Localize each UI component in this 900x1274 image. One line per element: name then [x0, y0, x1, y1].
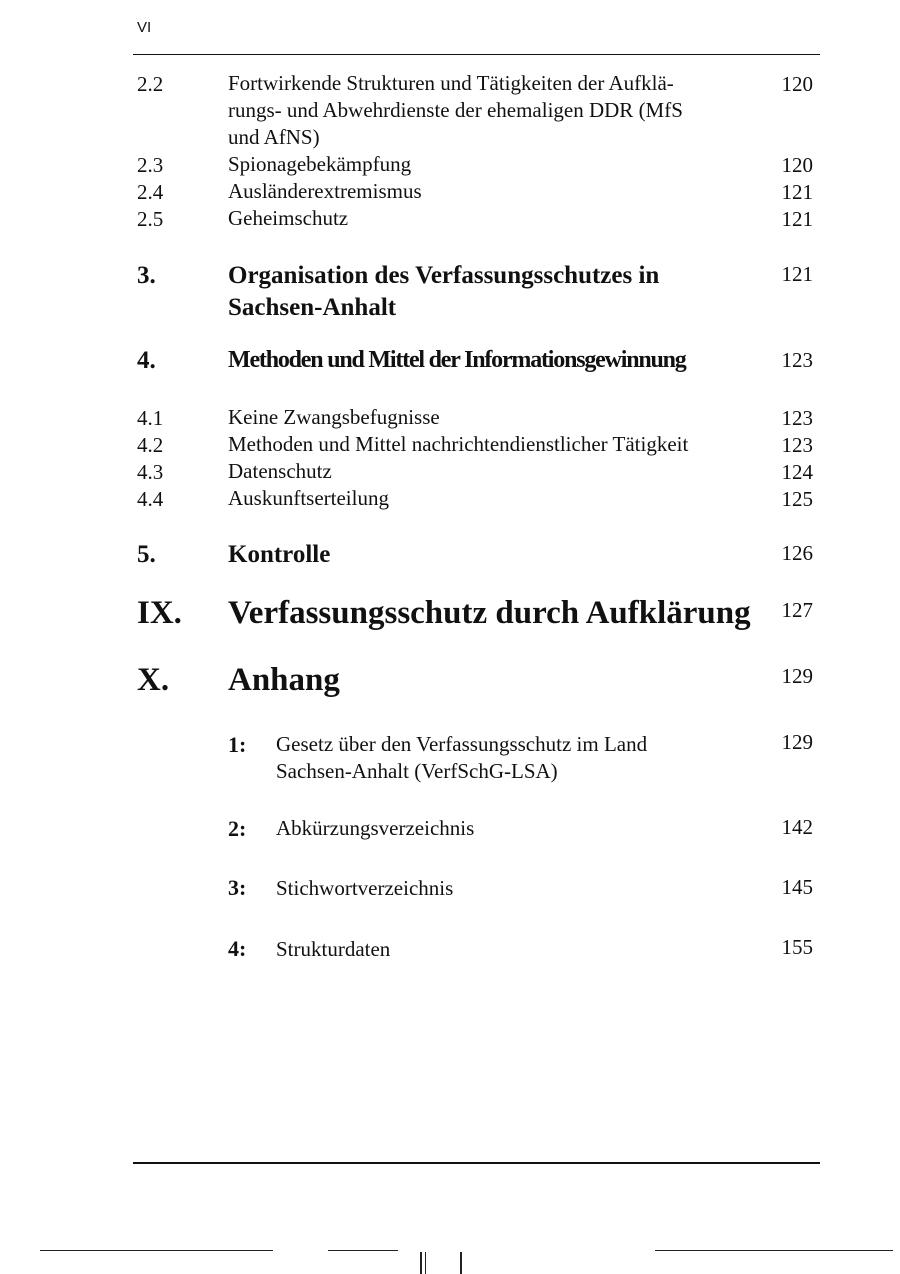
- toc-page-2-5: 121: [781, 207, 813, 231]
- toc-title-4-2: Methoden und Mittel nachrichtendienstlicher Tätigkeit: [228, 432, 689, 456]
- appendix-number-4: 4:: [228, 936, 247, 961]
- appendix-page-1: 129: [781, 730, 813, 754]
- appendix-page-4: 155: [781, 935, 813, 959]
- toc-page-3: 121: [781, 262, 813, 286]
- toc-number-2-4: 2.4: [137, 180, 164, 204]
- toc-number-2-2: 2.2: [137, 72, 164, 96]
- page-number: VI: [137, 19, 152, 36]
- toc-title-2-3: Spionagebekämpfung: [228, 152, 412, 176]
- appendix-title-1-line1: Gesetz über den Verfassungsschutz im Land: [276, 732, 648, 756]
- scan-artifact-bar-3: [460, 1252, 462, 1274]
- toc-number-4: 4.: [137, 347, 156, 374]
- scan-artifact-bar-1: [420, 1252, 422, 1274]
- bottom-rule: [133, 1162, 820, 1164]
- toc-title-4-1: Keine Zwangsbefugnisse: [228, 405, 440, 429]
- appendix-title-1-line2: Sachsen-Anhalt (VerfSchG-LSA): [276, 759, 558, 783]
- scan-artifact-left-line: [40, 1250, 273, 1251]
- toc-page-2-3: 120: [781, 153, 813, 177]
- toc-title-5: Kontrolle: [228, 541, 331, 568]
- toc-page-ix: 127: [781, 598, 813, 622]
- top-rule: [133, 54, 820, 55]
- toc-title-4-4: Auskunftserteilung: [228, 486, 389, 510]
- toc-page-5: 126: [781, 541, 813, 565]
- appendix-title-4: Strukturdaten: [276, 937, 391, 961]
- toc-number-4-1: 4.1: [137, 406, 164, 430]
- toc-number-2-3: 2.3: [137, 153, 164, 177]
- toc-title-ix: Verfassungsschutz durch Aufklärung: [228, 595, 751, 631]
- appendix-number-3: 3:: [228, 875, 247, 900]
- toc-page-4: 123: [781, 348, 813, 372]
- toc-page-4-1: 123: [781, 406, 813, 430]
- toc-page-4-4: 125: [781, 487, 813, 511]
- appendix-page-3: 145: [781, 875, 813, 899]
- toc-title-2-5: Geheimschutz: [228, 206, 349, 230]
- toc-number-4-3: 4.3: [137, 460, 164, 484]
- toc-title-3-line2: Sachsen-Anhalt: [228, 294, 397, 321]
- toc-title-2-2-line3: und AfNS): [228, 125, 320, 149]
- toc-title-x: Anhang: [228, 662, 340, 698]
- toc-number-3: 3.: [137, 262, 156, 289]
- toc-title-2-2-line2: rungs- und Abwehrdienste der ehemaligen DDR (MfS: [228, 98, 683, 122]
- scan-artifact-center-line: [328, 1250, 398, 1251]
- toc-number-x: X.: [137, 662, 170, 698]
- toc-page-4-3: 124: [781, 460, 813, 484]
- toc-number-4-2: 4.2: [137, 433, 164, 457]
- appendix-title-2: Abkürzungsverzeichnis: [276, 816, 475, 840]
- toc-page-2-4: 121: [781, 180, 813, 204]
- toc-title-2-4: Ausländerextremismus: [228, 179, 422, 203]
- toc-number-2-5: 2.5: [137, 207, 164, 231]
- toc-number-5: 5.: [137, 541, 156, 568]
- toc-page-4-2: 123: [781, 433, 813, 457]
- toc-page-2-2: 120: [781, 72, 813, 96]
- scan-artifact-right-line: [655, 1250, 893, 1251]
- toc-title-3-line1: Organisation des Verfassungsschutzes in: [228, 262, 660, 289]
- appendix-title-3: Stichwortverzeichnis: [276, 876, 454, 900]
- appendix-page-2: 142: [781, 815, 813, 839]
- scan-artifact-bar-2: [425, 1252, 426, 1274]
- toc-title-2-2-line1: Fortwirkende Strukturen und Tätigkeiten der Aufklä-: [228, 71, 674, 95]
- toc-number-ix: IX.: [137, 595, 182, 631]
- toc-title-4-3: Datenschutz: [228, 459, 332, 483]
- appendix-number-2: 2:: [228, 816, 247, 841]
- toc-number-4-4: 4.4: [137, 487, 164, 511]
- appendix-number-1: 1:: [228, 732, 247, 757]
- toc-page-x: 129: [781, 664, 813, 688]
- toc-title-4: Methoden und Mittel der Informationsgewinnung: [228, 347, 686, 373]
